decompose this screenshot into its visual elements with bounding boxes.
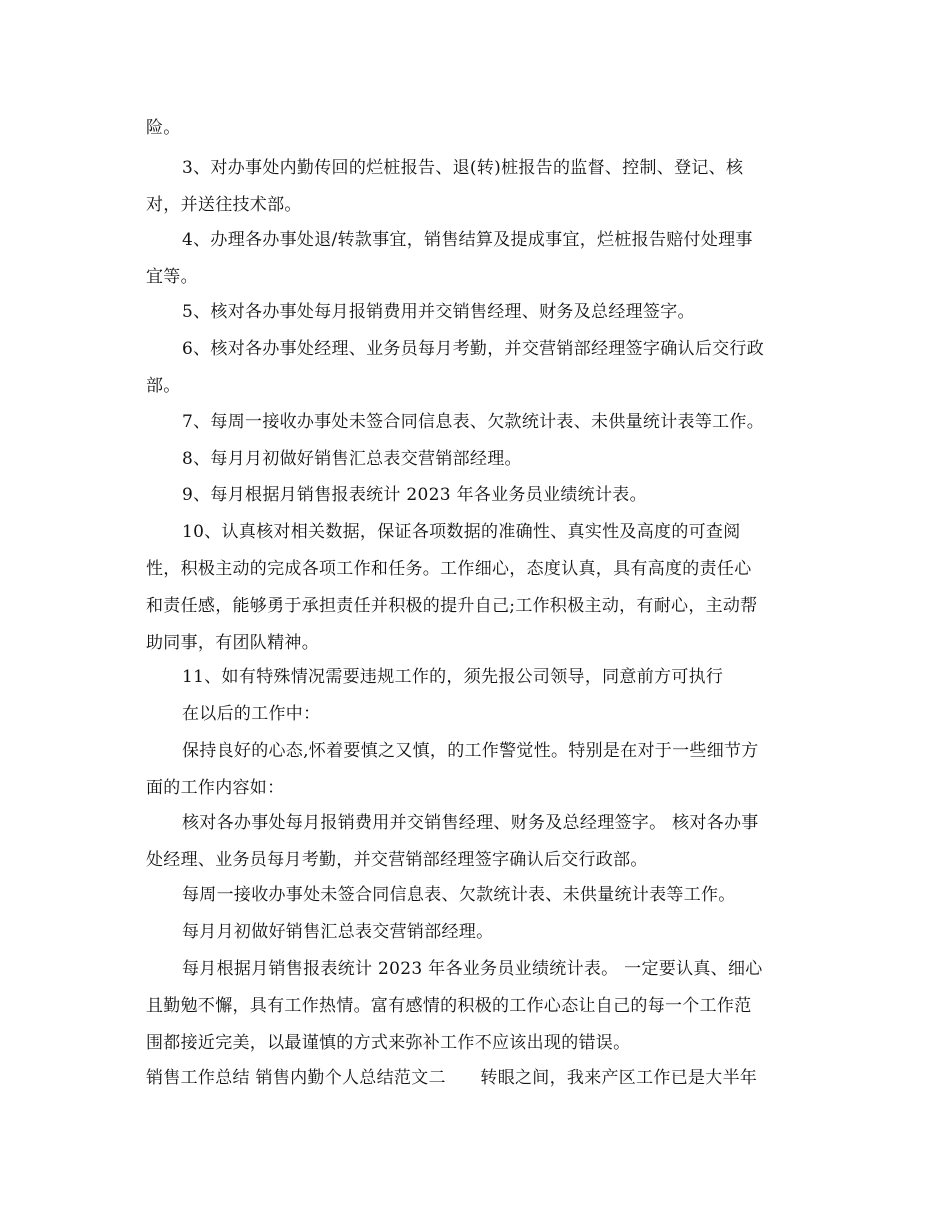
paragraph-attitude [146, 733, 806, 807]
text-line: 10、认真核对相关数据，保证各项数据的准确性、真实性及高度的可查阅 [182, 522, 741, 542]
text-line: 面的工作内容如： [146, 778, 285, 798]
paragraph-item-11 [146, 659, 806, 696]
text-line: 部。 [146, 376, 181, 396]
paragraph-weekly [146, 877, 806, 914]
text-line: 且勤勉不懈，具有工作热情。富有感情的积极的工作心态让自己的每一个工作范 [146, 996, 752, 1016]
text-line: 每周一接收办事处未签合同信息表、欠款统计表、未供量统计表等工作。 [182, 885, 736, 905]
text-line: 性，积极主动的完成各项工作和任务。工作细心，态度认真，具有高度的责任心 [146, 559, 752, 579]
paragraph-item-9 [146, 477, 806, 514]
text-line: 围都接近完美，以最谨慎的方式来弥补工作不应该出现的错误。 [146, 1033, 631, 1053]
text-line: 保持良好的心态,怀着要慎之又慎，的工作警觉性。特别是在对于一些细节方 [182, 741, 759, 761]
text-line: 7、每周一接收办事处未签合同信息表、欠款统计表、未供量统计表等工作。 [182, 412, 765, 432]
text-line: 销售工作总结 销售内勤个人总结范文二 转眼之间，我来产区工作已是大半年 [146, 1068, 758, 1088]
text-line: 和责任感，能够勇于承担责任并积极的提升自己;工作积极主动，有耐心，主动帮 [146, 596, 758, 616]
paragraph-0 [146, 110, 806, 147]
text-line: 险。 [146, 118, 181, 138]
paragraph-item-10 [146, 514, 806, 662]
paragraph-future-work [146, 696, 806, 733]
text-line: 在以后的工作中： [182, 704, 321, 724]
paragraph-item-6 [146, 331, 806, 405]
text-line: 核对各办事处每月报销费用并交销售经理、财务及总经理签字。 核对各办事 [182, 813, 759, 833]
text-line: 11、如有特殊情况需要违规工作的，须先报公司领导，同意前方可执行 [182, 667, 724, 687]
paragraph-item-8 [146, 441, 806, 478]
paragraph-item-4 [146, 222, 806, 296]
text-line: 宜等。 [146, 267, 198, 287]
text-line: 9、每月根据月销售报表统计 2023 年各业务员业绩统计表。 [182, 485, 647, 505]
text-line: 每月月初做好销售汇总表交营销部经理。 [182, 922, 494, 942]
text-line: 对，并送往技术部。 [146, 195, 302, 215]
text-line: 6、核对各办事处经理、业务员每月考勤，并交营销部经理签字确认后交行政 [182, 339, 765, 359]
text-line: 4、办理各办事处退/转款事宜，销售结算及提成事宜，烂桩报告赔付处理事 [182, 230, 753, 250]
paragraph-monthly [146, 914, 806, 951]
text-line: 8、每月月初做好销售汇总表交营销部经理。 [182, 449, 522, 469]
text-line: 3、对办事处内勤传回的烂桩报告、退(转)桩报告的监督、控制、登记、核 [182, 158, 744, 178]
paragraph-item-3 [146, 150, 806, 224]
paragraph-checks [146, 805, 806, 879]
paragraph-commitment [146, 951, 806, 1062]
text-line: 处经理、业务员每月考勤，并交营销部经理签字确认后交行政部。 [146, 850, 648, 870]
text-line: 助同事，有团队精神。 [146, 633, 319, 653]
paragraph-item-5 [146, 294, 806, 331]
paragraph-item-7 [146, 404, 806, 441]
text-line: 5、核对各办事处每月报销费用并交销售经理、财务及总经理签字。 [182, 302, 695, 322]
paragraph-section-heading [146, 1060, 806, 1097]
text-line: 每月根据月销售报表统计 2023 年各业务员业绩统计表。 一定要认真、细心 [182, 959, 763, 979]
